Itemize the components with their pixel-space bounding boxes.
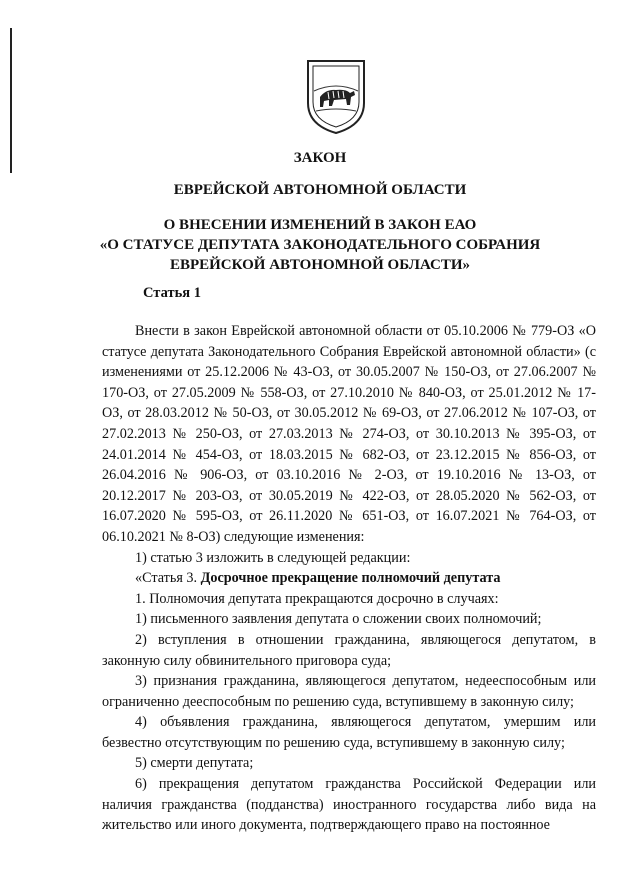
subject-line: «О СТАТУСЕ ДЕПУТАТА ЗАКОНОДАТЕЛЬНОГО СОБРАНИЯ bbox=[99, 237, 541, 253]
article-body bbox=[102, 321, 596, 836]
clause-1: 1. Полномочия депутата прекращаются досрочно в случаях: bbox=[135, 590, 499, 607]
article-heading: Статья 1 bbox=[143, 285, 201, 301]
document-title: ЗАКОН bbox=[293, 150, 347, 166]
article-3-heading bbox=[102, 568, 596, 589]
subject-line: ЕВРЕЙСКОЙ АВТОНОМНОЙ ОБЛАСТИ» bbox=[169, 257, 471, 273]
item-1: 1) статью 3 изложить в следующей редакции: bbox=[135, 549, 411, 566]
case-item: 2) вступления в отношении гражданина, являющегося депутатом, в законную силу обвинительного приговора суда; bbox=[102, 631, 596, 669]
case-item: 1) письменного заявления депутата о сложении своих полномочий; bbox=[135, 611, 542, 628]
document-subject bbox=[0, 215, 640, 275]
document-region: ЕВРЕЙСКОЙ АВТОНОМНОЙ ОБЛАСТИ bbox=[173, 182, 467, 198]
case-item: 6) прекращения депутатом гражданства Российской Федерации или наличия гражданства (подданства) иностранного государства либо вида на жительство или иного документа, подтверждающего право на постоянное bbox=[102, 776, 596, 834]
article-3-prefix: «Статья 3. bbox=[135, 570, 198, 587]
article-3-title: Досрочное прекращение полномочий депутата bbox=[200, 570, 501, 587]
intro-paragraph: Внести в закон Еврейской автономной области от 05.10.2006 № 779-ОЗ «О статусе депутата Законодательного Собрания Еврейской автономной области» (с изменениями от 25.12.2006 № 43-ОЗ, от 30.05.2007 № 150-ОЗ, от 27.06.2007 № 170-ОЗ, от 27.05.2009 № 558-ОЗ, от 27.10.2010 № 840-ОЗ, от 25.01.2012 № 17-ОЗ, от 28.03.2012 № 50-ОЗ, от 30.05.2012 № 69-ОЗ, от 27.06.2012 № 107-ОЗ, от 27.02.2013 № 250-ОЗ, от 27.03.2013 № 274-ОЗ, от 30.10.2013 № 395-ОЗ, от 24.01.2014 № 454-ОЗ, от 18.03.2015 № 682-ОЗ, от 23.12.2015 № 856-ОЗ, от 26.04.2016 № 906-ОЗ, от 03.10.2016 № 2-ОЗ, от 19.10.2016 № 13-ОЗ, от 20.12.2017 № 203-ОЗ, от 30.05.2019 № 422-ОЗ, от 28.05.2020 № 562-ОЗ, от 16.07.2020 № 595-ОЗ, от 26.11.2020 № 651-ОЗ, от 16.07.2021 № 764-ОЗ, от 06.10.2021 № 8-ОЗ) следующие изменения: bbox=[102, 323, 596, 545]
subject-line: О ВНЕСЕНИИ ИЗМЕНЕНИЙ В ЗАКОН ЕАО bbox=[163, 217, 477, 233]
coat-of-arms-icon bbox=[304, 55, 368, 135]
case-item: 4) объявления гражданина, являющегося депутатом, умершим или безвестно отсутствующим по решению суда, вступившему в законную силу; bbox=[102, 714, 596, 751]
case-item: 3) признания гражданина, являющегося депутатом, недееспособным или ограниченно дееспособным по решению суда, вступившему в законную силу; bbox=[102, 673, 596, 710]
case-item: 5) смерти депутата; bbox=[135, 755, 254, 772]
